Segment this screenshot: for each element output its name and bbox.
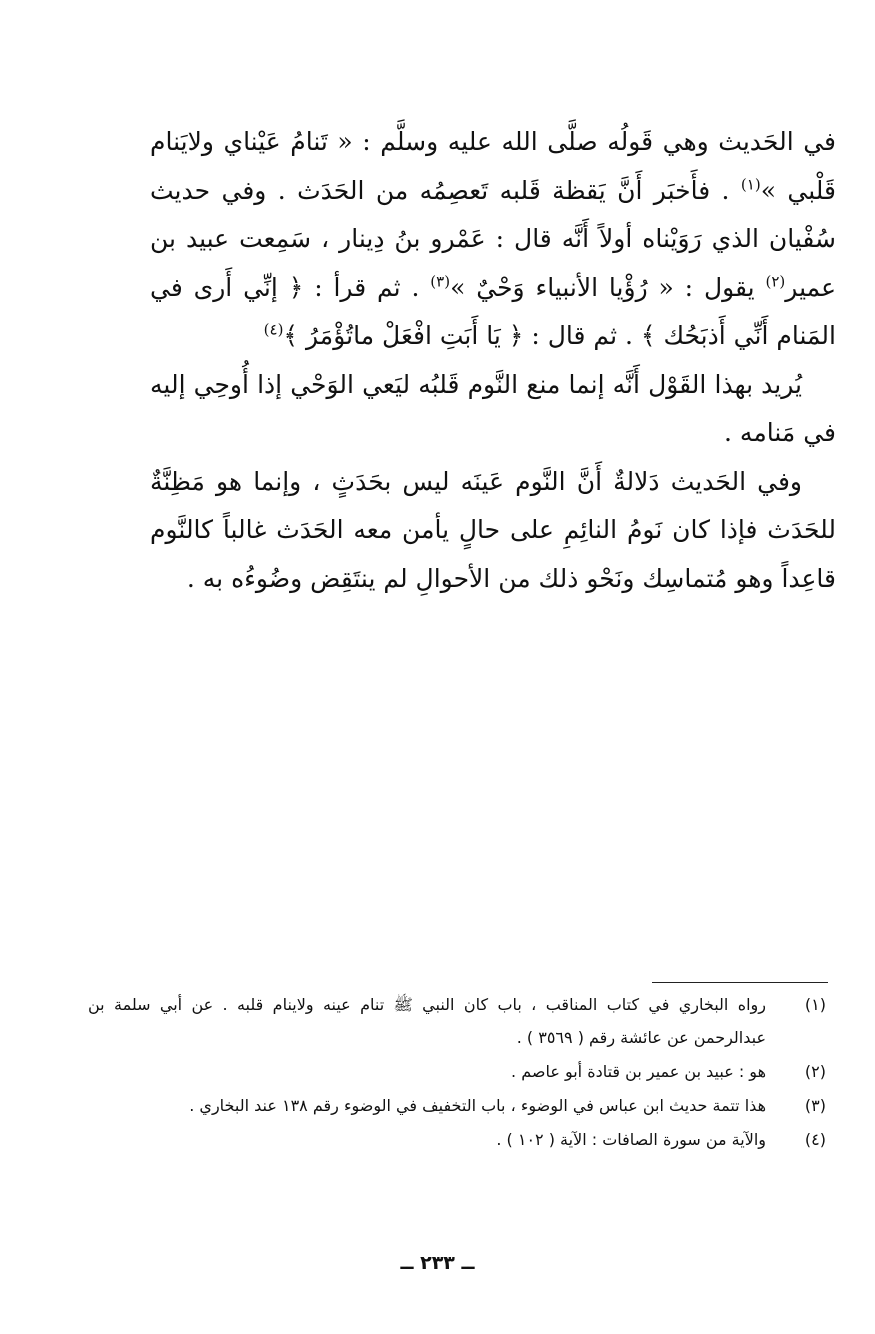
footnote-divider <box>652 982 828 983</box>
footnote-text: هو : عبيد بن عمير بن قتادة أبو عاصم . <box>511 1062 766 1081</box>
footnote-number: (٣) <box>804 1096 826 1115</box>
footnotes <box>88 988 830 1157</box>
paragraph-3 <box>150 458 836 604</box>
footnote-ref-2: (٢) <box>765 272 786 291</box>
page-number: ــ ٢٣٣ ــ <box>400 1252 475 1274</box>
footnote-text: والآية من سورة الصافات : الآية ( ١٠٢ ) . <box>496 1130 766 1149</box>
text-run: في الحَديث وهي قَولُه صلَّى الله عليه وسلَّم : « تَنامُ عَيْناي ولايَنام قَلْبي » <box>150 127 836 205</box>
text-run: وفي الحَديث دَلالةٌ أَنَّ النَّوم عَينَه ليس بحَدَثٍ ، وإنما هو مَظِنَّةٌ للحَدَث فإذا كان نَومُ النائِمِ على حالٍ يأمن معه الحَدَث غالباً كالنَّوم قاعِداً وهو مُتماسِك ونَحْو ذلك من الأحوالِ لم ينتَقِض وضُوءُه به . <box>150 466 836 593</box>
paragraph-2 <box>150 361 836 458</box>
main-text <box>150 118 836 603</box>
footnote-number: (١) <box>804 995 826 1014</box>
footnote-ref-3: (٣) <box>430 272 451 291</box>
footnote-number: (٤) <box>804 1130 826 1149</box>
footnote-text: هذا تتمة حديث ابن عباس في الوضوء ، باب التخفيف في الوضوء رقم ١٣٨ عند البخاري . <box>189 1096 766 1115</box>
footnote-text: رواه البخاري في كتاب المناقب ، باب كان النبي ﷺ تنام عينه ولاينام قلبه . عن أبي سلمة بن عبدالرحمن عن عائشة رقم ( ٣٥٦٩ ) . <box>88 995 766 1047</box>
text-run: يقول : « رُؤْيا الأنبياء وَحْيٌ » <box>450 272 766 302</box>
footnote-3 <box>88 1089 830 1122</box>
footnote-ref-4: (٤) <box>263 320 284 339</box>
footnote-ref-1: (١) <box>740 175 761 194</box>
text-run: يُريد بهذا القَوْل أَنَّه إنما منع النَّوم قَلبُه ليَعي الوَحْي إذا أُوحِي إليه في مَنامه . <box>150 369 836 447</box>
footnote-4 <box>88 1123 830 1156</box>
footnote-2 <box>88 1055 830 1088</box>
paragraph-1 <box>150 118 836 361</box>
footnote-number: (٢) <box>804 1062 826 1081</box>
text-run: . فأَخبَر أَنَّ يَقظة قَلبه تَعصِمُه من الحَدَث . وفي حديث سُفْيان الذي رَوَيْناه أولاً أَنَّه قال : عَمْرو بنُ دِينار ، سَمِعت عبيد بن عمير <box>150 175 836 302</box>
text-run: . ثم قرأ : ﴿ إنِّي أَرى في المَنام أَنِّي أَذبَحُك ﴾ . ثم قال : ﴿ يَا أَبَتِ افْعَلْ ماتُؤْمَرُ ﴾ <box>150 272 836 350</box>
footnote-1 <box>88 988 830 1054</box>
